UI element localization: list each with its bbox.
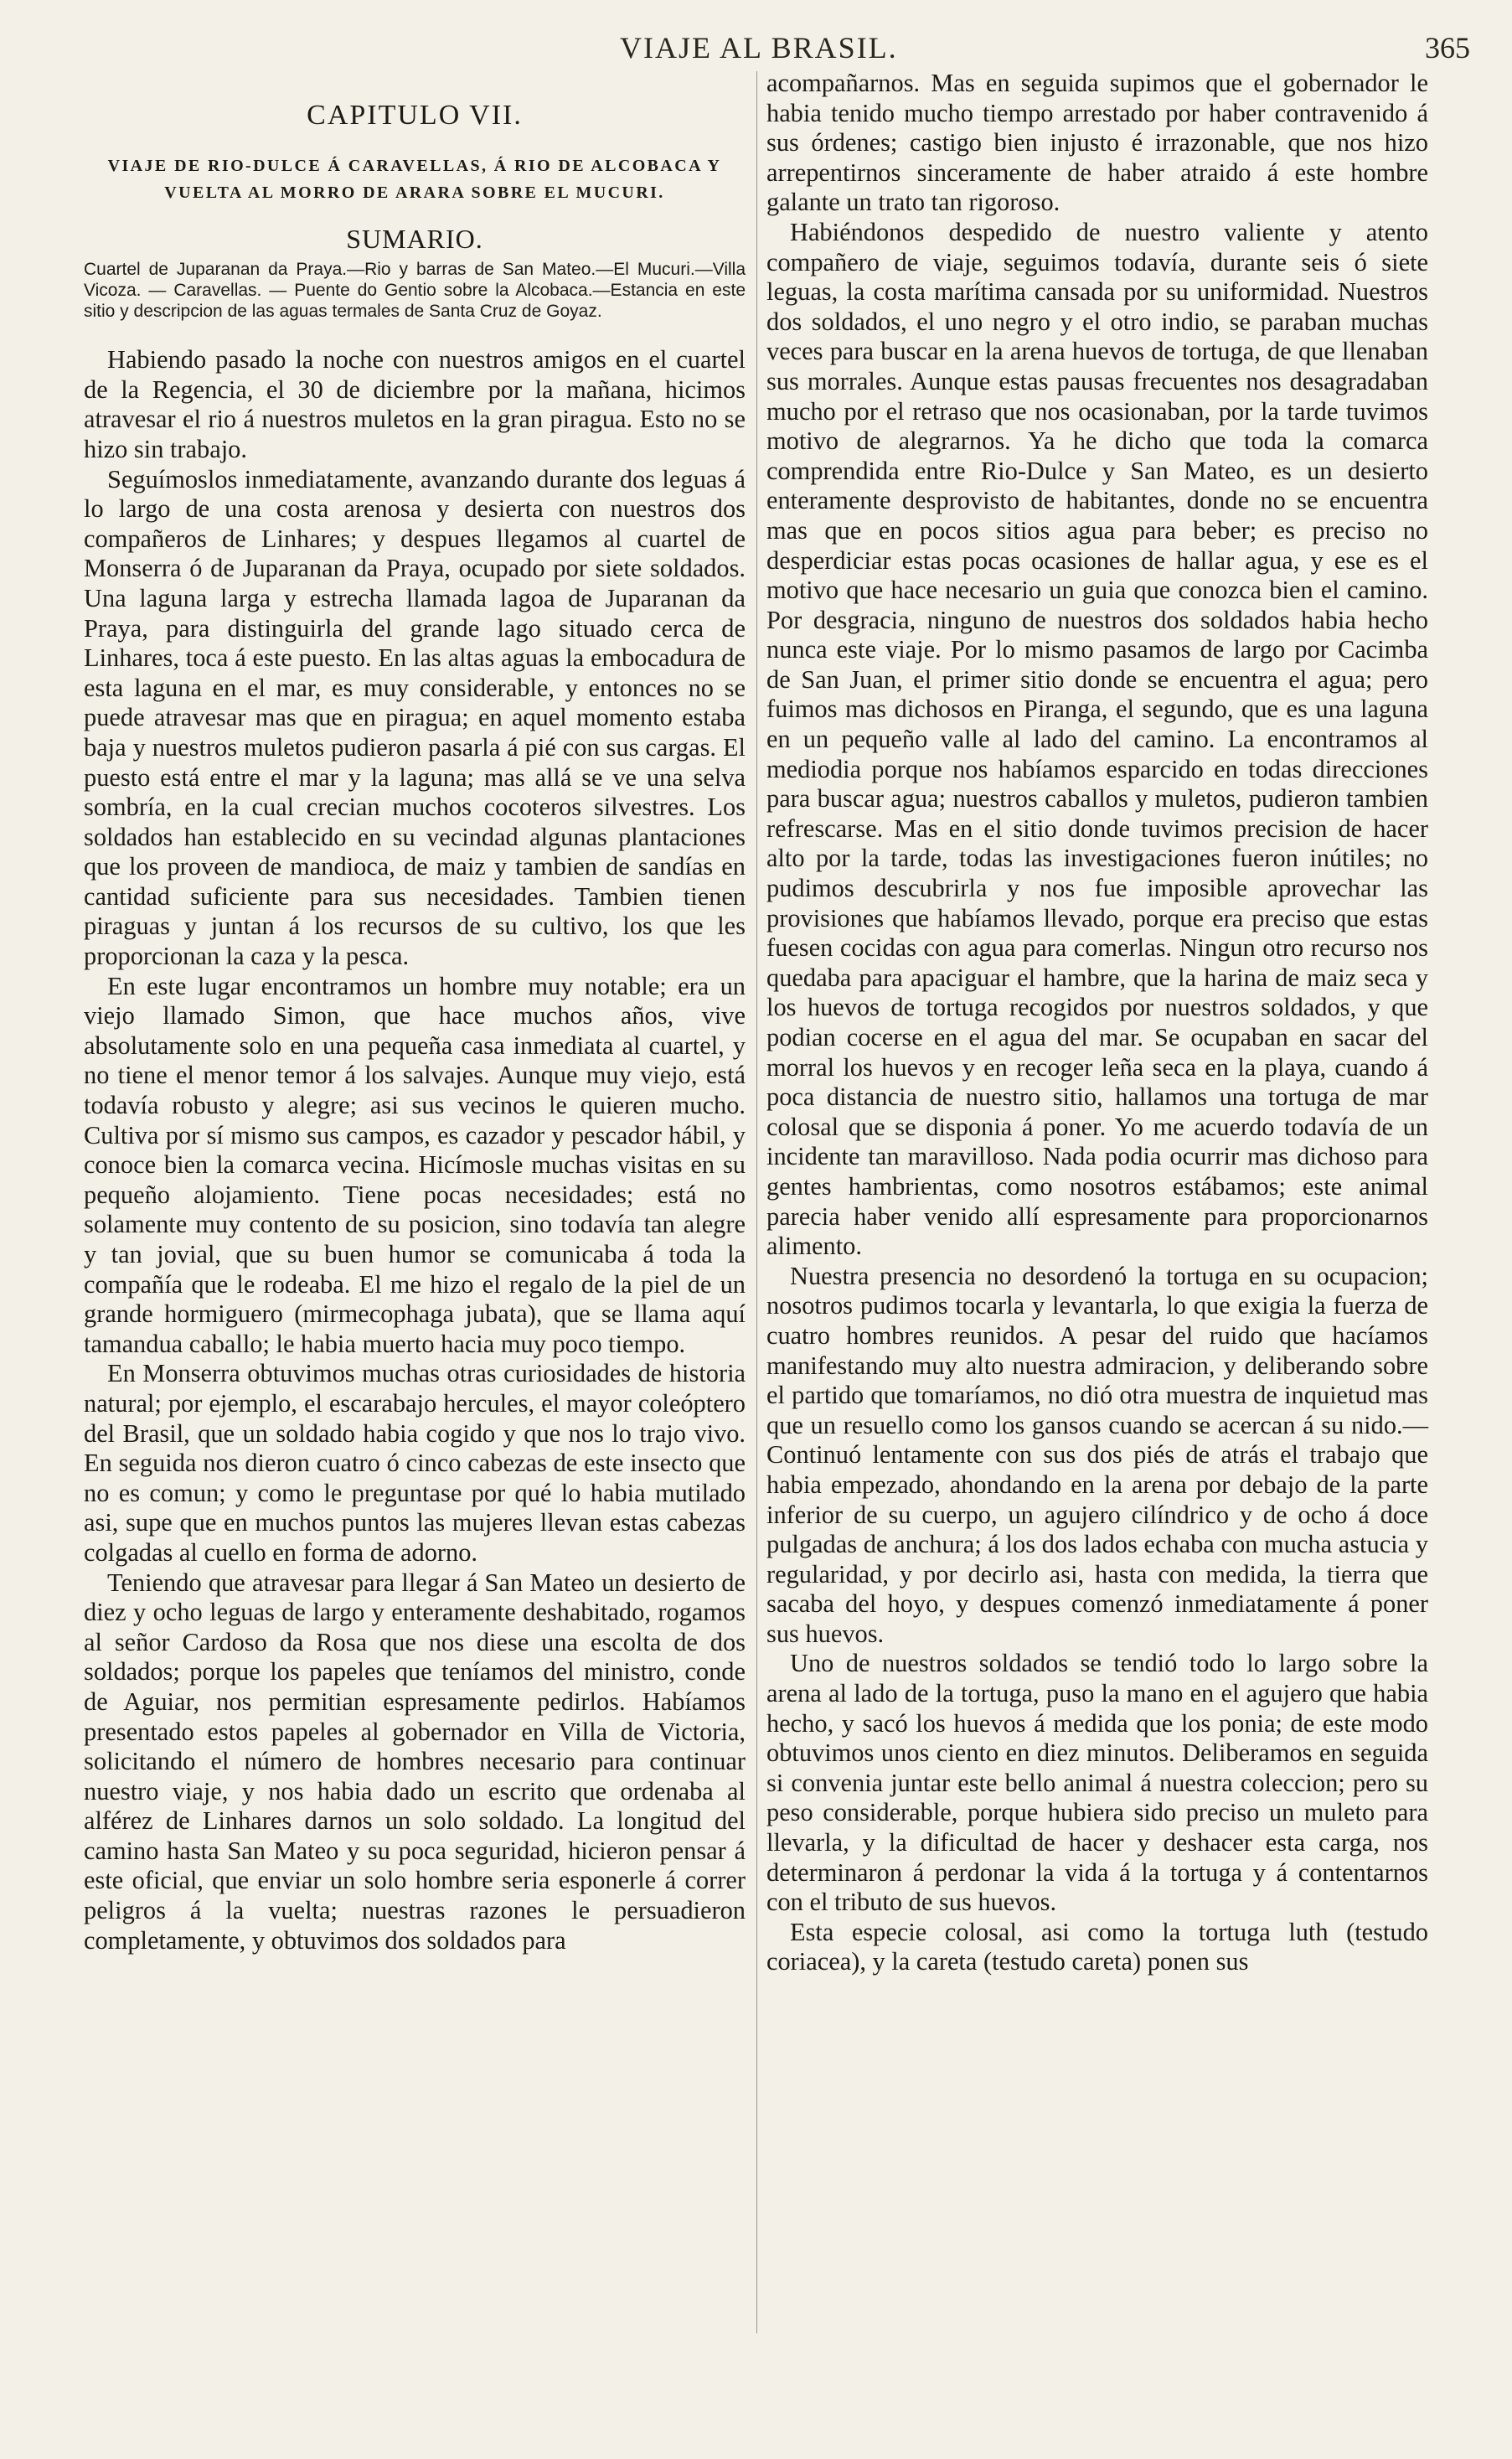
paragraph: En Monserra obtuvimos muchas otras curiosidades de historia natural; por ejemplo, el escarabajo hercules, el mayor coleóptero del Brasil, que un soldado habia cogido y que nos lo trajo vivo. En seguida nos dieron cuatro ó cinco cabezas de este insecto que no es comun; y como le preguntase por qué lo habia mutilado asi, supe que en muchos puntos las mujeres llevan estas cabezas colgadas al cuello en forma de adorno.	[84, 1359, 746, 1567]
paragraph: Habiendo pasado la noche con nuestros amigos en el cuartel de la Regencia, el 30 de diciembre por la mañana, hicimos atravesar el rio á nuestros muletos en la gran piragua. Esto no se hizo sin trabajo.	[84, 345, 746, 463]
paragraph: acompañarnos. Mas en seguida supimos que el gobernador le habia tenido mucho tiempo arrestado por haber contravenido á sus órdenes; castigo bien injusto é irrazonable, que nos hizo arrepentirnos sinceramente de haber atraido á este hombre galante un trato tan rigoroso.	[766, 69, 1428, 217]
page-number: 365	[1425, 31, 1470, 65]
paragraph: Nuestra presencia no desordenó la tortuga en su ocupacion; nosotros pudimos tocarla y levantarla, lo que exigia la fuerza de cuatro hombres reunidos. A pesar del ruido que hacíamos manifestando muy alto nuestra admiracion, y deliberando sobre el partido que tomaríamos, no dió otra muestra de inquietud mas que un resuello como los gansos cuando se acercan á su nido.—Continuó lentamente con sus dos piés de atrás el trabajo que habia empezado, ahondando en la arena por debajo de la parte inferior de su cuerpo, un agujero cilíndrico y de ocho á doce pulgadas de anchura; á los dos lados echaba con mucha astucia y regularidad, y por decirlo asi, hasta con medida, la tierra que sacaba del hoyo, y despues comenzó inmediatamente á poner sus huevos.	[766, 1261, 1428, 1648]
summary-heading: SUMARIO.	[346, 223, 483, 254]
running-title: VIAJE AL BRASIL.	[620, 31, 898, 65]
right-column	[766, 69, 1428, 1977]
summary-text: Cuartel de Juparanan da Praya.—Rio y barras de San Mateo.—El Mucuri.—Villa Vicoza. — Caravellas. — Puente do Gentio sobre la Alcobaca.—Estancia en este sitio y descripcion de las aguas termales de Santa Cruz de Goyaz.	[84, 260, 746, 322]
paragraph: Esta especie colosal, asi como la tortuga luth (testudo coriacea), y la careta (testudo careta) ponen sus	[766, 1917, 1428, 1976]
paragraph: En este lugar encontramos un hombre muy notable; era un viejo llamado Simon, que hace muchos años, vive absolutamente solo en una pequeña casa inmediata al cuartel, y no tiene el menor temor á los salvajes. Aunque muy viejo, está todavía robusto y alegre; asi sus vecinos le quieren mucho. Cultiva por sí mismo sus campos, es cazador y pescador hábil, y conoce bien la comarca vecina. Hicímosle muchas visitas en su pequeño alojamiento. Tiene pocas necesidades; está no solamente muy contento de su posicion, sino todavía tan alegre y tan jovial, que su buen humor se comunicaba á toda la compañía que le rodeaba. El me hizo el regalo de la piel de un grande hormiguero (mirmecophaga jubata), que se llama aquí tamandua caballo; le habia muerto hacia muy poco tiempo.	[84, 971, 746, 1358]
chapter-title: CAPITULO VII.	[307, 100, 523, 131]
paragraph: Seguímoslos inmediatamente, avanzando durante dos leguas á lo largo de una costa arenosa y desierta con nuestros dos compañeros de Linhares; y despues llegamos al cuartel de Monserra ó de Juparanan da Praya, ocupado por siete soldados. Una laguna larga y estrecha llamada lagoa de Juparanan da Praya, para distinguirla del grande lago situado cerca de Linhares, toca á este puesto. En las altas aguas la embocadura de esta laguna en el mar, es muy considerable, y entonces no se puede atravesar mas que en piragua; en aquel momento estaba baja y nuestros muletos pudieron pasarla á pié con sus cargas. El puesto está entre el mar y la laguna; mas allá se ve una selva sombría, en la cual crecian muchos cocoteros silvestres. Los soldados han establecido en su vecindad algunas plantaciones que los proveen de mandioca, de maiz y tambien de sandías en cantidad suficiente para sus necesidades. Tambien tienen piraguas y juntan á los recursos de su cultivo, los que les proporcionan la caza y la pesca.	[84, 464, 746, 971]
paragraph: Uno de nuestros soldados se tendió todo lo largo sobre la arena al lado de la tortuga, puso la mano en el agujero que habia hecho, y sacó los huevos á medida que los ponia; de este modo obtuvimos unos ciento en diez minutos. Deliberamos en seguida si convenia juntar este bello animal á nuestra coleccion; pero su peso considerable, porque hubiera sido preciso un muleto para llevarla, y la dificultad de hacer y deshacer esta carga, nos determinaron á perdonar la vida á la tortuga y á contentarnos con el tributo de sus huevos.	[766, 1649, 1428, 1917]
chapter-subtitle: VIAJE DE RIO-DULCE Á CARAVELLAS, Á RIO DE ALCOBACA Y VUELTA AL MORRO DE ARARA SOBRE EL MUCURI.	[107, 156, 722, 202]
running-head	[0, 30, 1512, 67]
column-divider	[756, 71, 757, 2333]
left-column	[84, 69, 746, 1955]
paragraph: Habiéndonos despedido de nuestro valiente y atento compañero de viaje, seguimos todavía, durante seis ó siete leguas, la costa marítima cansada por su uniformidad. Nuestros dos soldados, el uno negro y el otro indio, se paraban muchas veces para buscar en la arena huevos de tortuga, de que llenaban sus morrales. Aunque estas pausas frecuentes nos desagradaban mucho por el retraso que nos ocasionaban, por la tarde tuvimos motivo de alegrarnos. Ya he dicho que toda la comarca comprendida entre Rio-Dulce y San Mateo, es un desierto enteramente desprovisto de habitantes, donde no se encuentra mas que en pocos sitios agua para beber; es preciso no desperdiciar estas pocas ocasiones de hallar agua, y ese es el motivo que hace necesario un guia que conozca bien el camino. Por desgracia, ninguno de nuestros dos soldados habia hecho nunca este viaje. Por lo mismo pasamos de largo por Cacimba de San Juan, el primer sitio donde se encuentra el agua; pero fuimos mas dichosos en Piranga, el segundo, que es una laguna en un pequeño valle al lado del camino. La encontramos al mediodia porque nos habíamos esparcido en todas direcciones para buscar agua; nuestros caballos y muletos, pudieron tambien refrescarse. Mas en el sitio donde tuvimos precision de hacer alto por la tarde, todas las investigaciones fueron inútiles; no pudimos descubrirla y nos fue imposible aprovechar las provisiones que habíamos llevado, porque era preciso que estas fuesen cocidas con agua para comerlas. Ningun otro recurso nos quedaba para apaciguar el hambre, que la harina de maiz seca y los huevos de tortuga recogidos por nuestros soldados, y que podian cocerse en el agua del mar. Se ocupaban en sacar del morral los huevos y en recoger leña seca en la playa, cuando á poca distancia de nuestro sitio, hallamos una tortuga de mar colosal que se disponia á poner. Yo me acuerdo todavía de un incidente tan maravilloso. Nada podia ocurrir mas dichoso para gentes hambrientas, como nosotros estábamos; este animal parecia haber venido allí espresamente para proporcionarnos alimento.	[766, 217, 1428, 1261]
paragraph: Teniendo que atravesar para llegar á San Mateo un desierto de diez y ocho leguas de largo y enteramente deshabitado, rogamos al señor Cardoso da Rosa que nos diese una escolta de dos soldados; porque los papeles que teníamos del ministro, conde de Aguiar, nos permitian espresamente pedirlos. Habíamos presentado estos papeles al gobernador en Villa de Victoria, solicitando el número de hombres necesario para continuar nuestro viaje, y nos habia dado un escrito que ordenaba al alférez de Linhares darnos un solo soldado. La longitud del camino hasta San Mateo y su poca seguridad, hicieron pensar á este oficial, que enviar un solo hombre seria esponerle á correr peligros á la vuelta; nuestras razones le persuadieron completamente, y obtuvimos dos soldados para	[84, 1568, 746, 1955]
